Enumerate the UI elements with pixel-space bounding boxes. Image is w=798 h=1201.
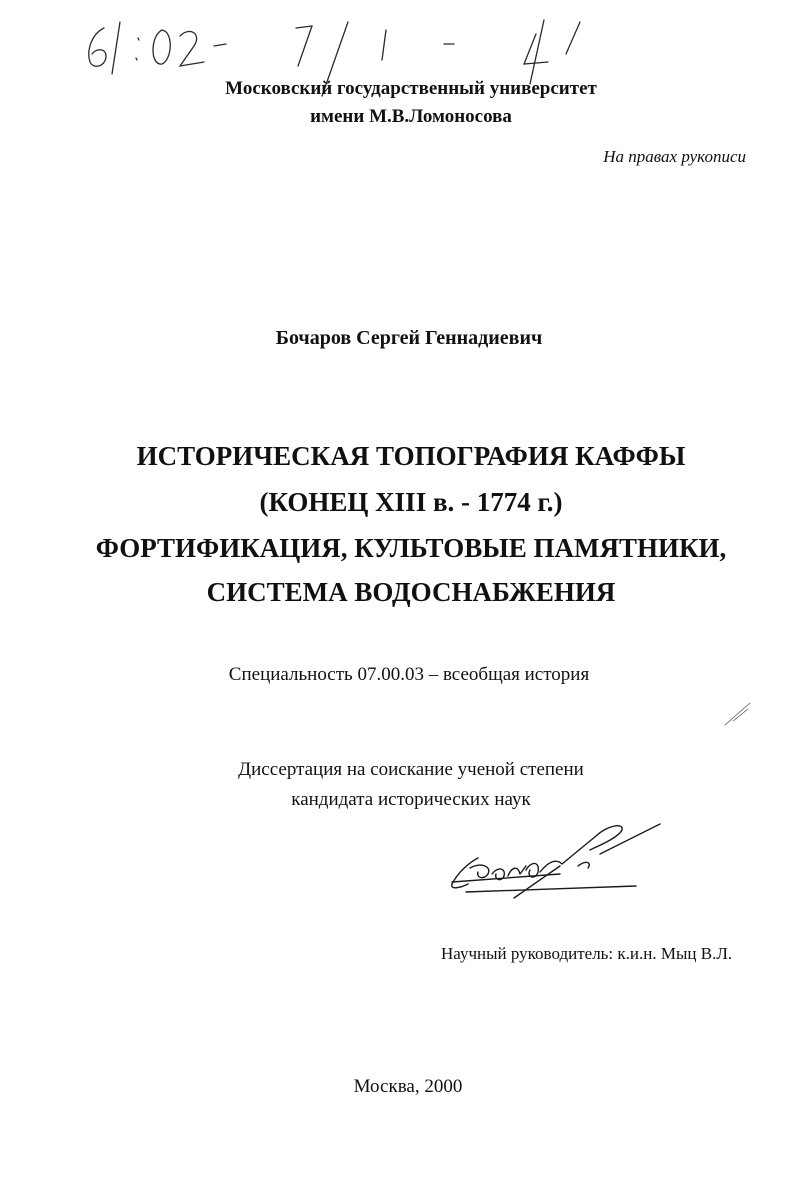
university-subtitle: имени М.В.Ломоносова [310, 106, 512, 127]
degree-line-1: Диссертация на соискание ученой степени [238, 759, 584, 780]
city-and-year: Москва, 2000 [353, 1076, 463, 1097]
dissertation-title-line-2: (КОНЕЦ XIII в. - 1774 г.) [259, 487, 563, 517]
specialty-line: Специальность 07.00.03 – всеобщая история [228, 664, 590, 685]
dissertation-title-line-1: ИСТОРИЧЕСКАЯ ТОПОГРАФИЯ КАФФЫ [136, 441, 686, 471]
dissertation-title-line-3: ФОРТИФИКАЦИЯ, КУЛЬТОВЫЕ ПАМЯТНИКИ, [95, 533, 727, 563]
scientific-supervisor: Научный руководитель: к.и.н. Мыц В.Л. [441, 944, 733, 963]
university-name: Московский государственный университет [225, 78, 597, 99]
author-name: Бочаров Сергей Геннадиевич [275, 327, 543, 349]
dissertation-title-line-4: СИСТЕМА ВОДОСНАБЖЕНИЯ [206, 577, 616, 607]
manuscript-rights-note: На правах рукописи [603, 147, 746, 166]
degree-line-2: кандидата исторических наук [291, 789, 531, 810]
